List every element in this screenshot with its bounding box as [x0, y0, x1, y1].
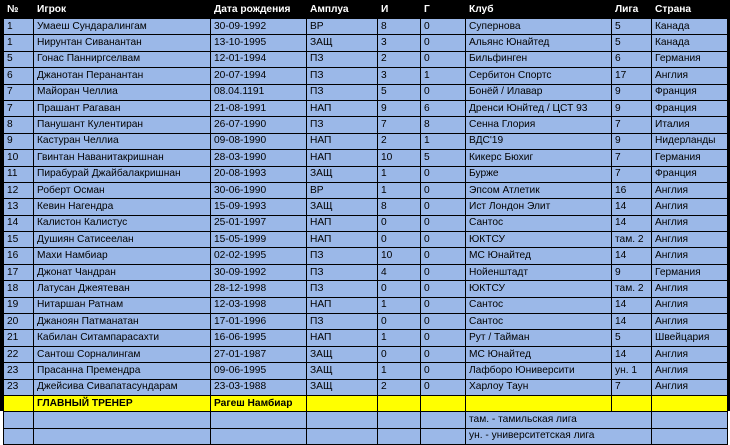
cell-club[interactable]: Супернова — [466, 19, 612, 35]
table-row[interactable] — [4, 19, 728, 35]
cell-number[interactable]: 10 — [4, 150, 34, 166]
coach-name[interactable]: Рагеш Намбиар — [211, 395, 307, 411]
table-row[interactable] — [4, 84, 728, 100]
legend-note: там. - тамильская лига — [466, 412, 652, 428]
cell-number[interactable]: 8 — [4, 117, 34, 133]
cell-league[interactable]: 9 — [612, 84, 652, 100]
cell-birthdate[interactable]: 23-03-1988 — [211, 379, 307, 395]
cell-club[interactable]: Бурже — [466, 166, 612, 182]
table-row[interactable] — [4, 314, 728, 330]
cell-player-name[interactable]: Гонас Панниргселвам — [34, 51, 211, 67]
cell-birthdate[interactable]: 13-10-1995 — [211, 35, 307, 51]
cell-number[interactable]: 6 — [4, 68, 34, 84]
cell-empty[interactable] — [652, 428, 728, 444]
cell-position[interactable]: НАП — [307, 150, 378, 166]
cell-league[interactable]: 14 — [612, 199, 652, 215]
cell-league[interactable]: 7 — [612, 117, 652, 133]
cell-country[interactable]: Франция — [652, 100, 728, 116]
cell-empty[interactable] — [652, 412, 728, 428]
cell-apps[interactable]: 9 — [378, 100, 421, 116]
cell-country[interactable]: Англия — [652, 281, 728, 297]
cell-league[interactable]: 14 — [612, 297, 652, 313]
cell-club[interactable]: Харлоу Таун — [466, 379, 612, 395]
cell-birthdate[interactable]: 30-06-1990 — [211, 182, 307, 198]
cell-player-name[interactable]: Кевин Нагендра — [34, 199, 211, 215]
cell-goals[interactable]: 0 — [421, 19, 466, 35]
header-birthdate[interactable]: Дата рождения — [211, 1, 307, 19]
cell-club[interactable]: Сантос — [466, 314, 612, 330]
cell-apps[interactable]: 2 — [378, 51, 421, 67]
cell-league[interactable]: 9 — [612, 100, 652, 116]
cell-goals[interactable]: 0 — [421, 346, 466, 362]
cell-league[interactable]: 6 — [612, 51, 652, 67]
cell-apps[interactable]: 1 — [378, 363, 421, 379]
cell-country[interactable]: Германия — [652, 51, 728, 67]
cell-country[interactable]: Англия — [652, 314, 728, 330]
cell-league[interactable]: 5 — [612, 19, 652, 35]
cell-player-name[interactable]: Джонат Чандран — [34, 264, 211, 280]
cell-birthdate[interactable]: 02-02-1995 — [211, 248, 307, 264]
cell-birthdate[interactable]: 17-01-1996 — [211, 314, 307, 330]
cell-number[interactable]: 16 — [4, 248, 34, 264]
table-row[interactable] — [4, 379, 728, 395]
cell-league[interactable]: 9 — [612, 133, 652, 149]
table-row[interactable] — [4, 363, 728, 379]
cell-goals[interactable]: 0 — [421, 166, 466, 182]
cell-player-name[interactable]: Умаеш Сундаралингам — [34, 19, 211, 35]
cell-position[interactable]: НАП — [307, 100, 378, 116]
cell-goals[interactable]: 6 — [421, 100, 466, 116]
cell-league[interactable]: 14 — [612, 248, 652, 264]
cell-position[interactable]: ПЗ — [307, 117, 378, 133]
cell-country[interactable]: Германия — [652, 264, 728, 280]
cell-country[interactable]: Англия — [652, 199, 728, 215]
cell-birthdate[interactable]: 27-01-1987 — [211, 346, 307, 362]
cell-club[interactable]: Альянс Юнайтед — [466, 35, 612, 51]
cell-league[interactable]: 5 — [612, 330, 652, 346]
cell-number[interactable]: 18 — [4, 281, 34, 297]
cell-position[interactable]: ЗАЩ — [307, 166, 378, 182]
cell-empty[interactable] — [378, 428, 421, 444]
cell-player-name[interactable]: Нирунтан Сиванантан — [34, 35, 211, 51]
cell-birthdate[interactable]: 09-06-1995 — [211, 363, 307, 379]
cell-club[interactable]: МС Юнайтед — [466, 346, 612, 362]
cell-empty[interactable] — [466, 395, 612, 411]
cell-goals[interactable]: 5 — [421, 150, 466, 166]
legend-row[interactable] — [4, 412, 728, 428]
cell-apps[interactable]: 0 — [378, 346, 421, 362]
cell-position[interactable]: НАП — [307, 297, 378, 313]
table-row[interactable] — [4, 281, 728, 297]
table-row[interactable] — [4, 68, 728, 84]
cell-goals[interactable]: 0 — [421, 248, 466, 264]
cell-country[interactable]: Англия — [652, 215, 728, 231]
cell-position[interactable]: ЗАЩ — [307, 379, 378, 395]
coach-row[interactable] — [4, 395, 728, 411]
cell-empty[interactable] — [211, 428, 307, 444]
cell-number[interactable]: 23 — [4, 363, 34, 379]
cell-league[interactable]: 7 — [612, 379, 652, 395]
cell-apps[interactable]: 10 — [378, 248, 421, 264]
cell-birthdate[interactable]: 30-09-1992 — [211, 19, 307, 35]
table-header-row — [4, 1, 728, 19]
cell-position[interactable]: ПЗ — [307, 248, 378, 264]
cell-number[interactable]: 22 — [4, 346, 34, 362]
cell-league[interactable]: 5 — [612, 35, 652, 51]
cell-league[interactable]: 17 — [612, 68, 652, 84]
cell-club[interactable]: Эпсом Атлетик — [466, 182, 612, 198]
roster-table — [3, 0, 728, 445]
table-row[interactable] — [4, 133, 728, 149]
legend-row[interactable] — [4, 428, 728, 444]
cell-league[interactable]: ун. 1 — [612, 363, 652, 379]
cell-club[interactable]: Рут / Тайман — [466, 330, 612, 346]
cell-number[interactable]: 14 — [4, 215, 34, 231]
cell-birthdate[interactable]: 08.04.1191 — [211, 84, 307, 100]
cell-goals[interactable]: 0 — [421, 35, 466, 51]
cell-apps[interactable]: 1 — [378, 297, 421, 313]
table-row[interactable] — [4, 51, 728, 67]
cell-country[interactable]: Англия — [652, 363, 728, 379]
cell-empty[interactable] — [307, 412, 378, 428]
cell-country[interactable]: Германия — [652, 150, 728, 166]
table-row[interactable] — [4, 215, 728, 231]
cell-player-name[interactable]: Прашант Рагаван — [34, 100, 211, 116]
cell-apps[interactable]: 8 — [378, 19, 421, 35]
cell-birthdate[interactable]: 25-01-1997 — [211, 215, 307, 231]
table-row[interactable] — [4, 248, 728, 264]
cell-country[interactable]: Англия — [652, 182, 728, 198]
cell-apps[interactable]: 4 — [378, 264, 421, 280]
cell-empty[interactable] — [421, 412, 466, 428]
cell-apps[interactable]: 10 — [378, 150, 421, 166]
cell-number[interactable]: 1 — [4, 35, 34, 51]
cell-club[interactable]: ЮКТСУ — [466, 281, 612, 297]
cell-empty[interactable] — [612, 395, 652, 411]
cell-apps[interactable]: 0 — [378, 314, 421, 330]
cell-league[interactable]: там. 2 — [612, 281, 652, 297]
coach-label[interactable]: ГЛАВНЫЙ ТРЕНЕР — [34, 395, 211, 411]
cell-empty[interactable] — [4, 395, 34, 411]
cell-apps[interactable]: 1 — [378, 166, 421, 182]
table-row[interactable] — [4, 199, 728, 215]
cell-goals[interactable]: 0 — [421, 199, 466, 215]
cell-country[interactable]: Италия — [652, 117, 728, 133]
header-club[interactable]: Клуб — [466, 1, 612, 19]
cell-position[interactable]: ПЗ — [307, 314, 378, 330]
cell-goals[interactable]: 1 — [421, 133, 466, 149]
cell-goals[interactable]: 0 — [421, 363, 466, 379]
cell-goals[interactable]: 8 — [421, 117, 466, 133]
cell-league[interactable]: 9 — [612, 264, 652, 280]
cell-empty[interactable] — [34, 428, 211, 444]
cell-position[interactable]: ЗАЩ — [307, 363, 378, 379]
cell-position[interactable]: ПЗ — [307, 84, 378, 100]
cell-goals[interactable]: 0 — [421, 297, 466, 313]
header-position[interactable]: Амплуа — [307, 1, 378, 19]
cell-player-name[interactable]: Панушант Кулентиран — [34, 117, 211, 133]
cell-apps[interactable]: 7 — [378, 117, 421, 133]
cell-goals[interactable]: 0 — [421, 330, 466, 346]
cell-birthdate[interactable]: 30-09-1992 — [211, 264, 307, 280]
header-number[interactable]: № — [4, 1, 34, 19]
cell-country[interactable]: Франция — [652, 166, 728, 182]
cell-goals[interactable]: 0 — [421, 314, 466, 330]
cell-apps[interactable]: 0 — [378, 281, 421, 297]
cell-club[interactable]: Сербитон Спортс — [466, 68, 612, 84]
table-row[interactable] — [4, 182, 728, 198]
cell-goals[interactable]: 0 — [421, 84, 466, 100]
cell-apps[interactable]: 3 — [378, 35, 421, 51]
cell-league[interactable]: 7 — [612, 150, 652, 166]
cell-apps[interactable]: 1 — [378, 182, 421, 198]
cell-empty[interactable] — [378, 412, 421, 428]
cell-player-name[interactable]: Махи Намбиар — [34, 248, 211, 264]
cell-number[interactable]: 13 — [4, 199, 34, 215]
cell-position[interactable]: НАП — [307, 215, 378, 231]
table-row[interactable] — [4, 232, 728, 248]
cell-goals[interactable]: 0 — [421, 182, 466, 198]
cell-player-name[interactable]: Джаноян Патманатан — [34, 314, 211, 330]
cell-birthdate[interactable]: 15-09-1993 — [211, 199, 307, 215]
cell-league[interactable]: 16 — [612, 182, 652, 198]
cell-player-name[interactable]: Латусан Джеятеван — [34, 281, 211, 297]
cell-club[interactable]: ЮКТСУ — [466, 232, 612, 248]
cell-position[interactable]: ЗАЩ — [307, 346, 378, 362]
cell-number[interactable]: 23 — [4, 379, 34, 395]
cell-empty[interactable] — [211, 412, 307, 428]
cell-number[interactable]: 12 — [4, 182, 34, 198]
table-row[interactable] — [4, 346, 728, 362]
cell-player-name[interactable]: Гвинтан Наванитакришнан — [34, 150, 211, 166]
cell-player-name[interactable]: Роберт Осман — [34, 182, 211, 198]
table-row[interactable] — [4, 100, 728, 116]
cell-number[interactable]: 21 — [4, 330, 34, 346]
header-apps[interactable]: И — [378, 1, 421, 19]
cell-country[interactable]: Англия — [652, 297, 728, 313]
cell-player-name[interactable]: Джейсива Сивапатасундарам — [34, 379, 211, 395]
cell-goals[interactable]: 0 — [421, 215, 466, 231]
cell-player-name[interactable]: Пирабурай Джайбалакришнан — [34, 166, 211, 182]
cell-player-name[interactable]: Кабилан Ситампарасахти — [34, 330, 211, 346]
cell-empty[interactable] — [378, 395, 421, 411]
header-player[interactable]: Игрок — [34, 1, 211, 19]
cell-goals[interactable]: 0 — [421, 232, 466, 248]
table-row[interactable] — [4, 166, 728, 182]
cell-club[interactable]: Сантос — [466, 297, 612, 313]
cell-empty[interactable] — [421, 428, 466, 444]
cell-empty[interactable] — [307, 395, 378, 411]
cell-empty[interactable] — [34, 412, 211, 428]
cell-league[interactable]: там. 2 — [612, 232, 652, 248]
cell-apps[interactable]: 5 — [378, 84, 421, 100]
cell-club[interactable]: Ист Лондон Элит — [466, 199, 612, 215]
cell-position[interactable]: НАП — [307, 133, 378, 149]
cell-goals[interactable]: 0 — [421, 264, 466, 280]
cell-player-name[interactable]: Кастуран Челлиа — [34, 133, 211, 149]
cell-position[interactable]: ПЗ — [307, 68, 378, 84]
header-league[interactable]: Лига — [612, 1, 652, 19]
cell-club[interactable]: Сенна Глория — [466, 117, 612, 133]
cell-empty[interactable] — [307, 428, 378, 444]
cell-league[interactable]: 14 — [612, 314, 652, 330]
cell-position[interactable]: ПЗ — [307, 281, 378, 297]
cell-club[interactable]: Сантос — [466, 215, 612, 231]
cell-apps[interactable]: 1 — [378, 330, 421, 346]
cell-apps[interactable]: 0 — [378, 232, 421, 248]
cell-empty[interactable] — [4, 412, 34, 428]
cell-number[interactable]: 1 — [4, 19, 34, 35]
cell-number[interactable]: 17 — [4, 264, 34, 280]
cell-apps[interactable]: 2 — [378, 133, 421, 149]
cell-player-name[interactable]: Нитаршан Ратнам — [34, 297, 211, 313]
cell-club[interactable]: МС Юнайтед — [466, 248, 612, 264]
cell-country[interactable]: Швейцария — [652, 330, 728, 346]
cell-country[interactable]: Англия — [652, 248, 728, 264]
cell-club[interactable]: Бильфинген — [466, 51, 612, 67]
cell-league[interactable]: 14 — [612, 346, 652, 362]
cell-player-name[interactable]: Душиян Сатисеелан — [34, 232, 211, 248]
cell-empty[interactable] — [4, 428, 34, 444]
cell-birthdate[interactable]: 15-05-1999 — [211, 232, 307, 248]
cell-apps[interactable]: 2 — [378, 379, 421, 395]
cell-player-name[interactable]: Прасанна Премендра — [34, 363, 211, 379]
cell-position[interactable]: ЗАЩ — [307, 35, 378, 51]
cell-position[interactable]: НАП — [307, 232, 378, 248]
cell-country[interactable]: Нидерланды — [652, 133, 728, 149]
cell-birthdate[interactable]: 21-08-1991 — [211, 100, 307, 116]
cell-position[interactable]: НАП — [307, 330, 378, 346]
cell-club[interactable]: Кикерс Бюхиг — [466, 150, 612, 166]
cell-club[interactable]: ВДС'19 — [466, 133, 612, 149]
cell-club[interactable]: Нойенштадт — [466, 264, 612, 280]
table-row[interactable] — [4, 264, 728, 280]
cell-birthdate[interactable]: 28-03-1990 — [211, 150, 307, 166]
cell-birthdate[interactable]: 26-07-1990 — [211, 117, 307, 133]
cell-position[interactable]: ПЗ — [307, 51, 378, 67]
cell-goals[interactable]: 0 — [421, 51, 466, 67]
cell-empty[interactable] — [652, 395, 728, 411]
cell-player-name[interactable]: Сантош Сорналингам — [34, 346, 211, 362]
cell-position[interactable]: ЗАЩ — [307, 199, 378, 215]
cell-goals[interactable]: 1 — [421, 68, 466, 84]
cell-number[interactable]: 20 — [4, 314, 34, 330]
cell-player-name[interactable]: Джанотан Перанантан — [34, 68, 211, 84]
cell-goals[interactable]: 0 — [421, 379, 466, 395]
cell-birthdate[interactable]: 09-08-1990 — [211, 133, 307, 149]
cell-country[interactable]: Англия — [652, 232, 728, 248]
cell-birthdate[interactable]: 12-03-1998 — [211, 297, 307, 313]
cell-birthdate[interactable]: 20-08-1993 — [211, 166, 307, 182]
cell-number[interactable]: 7 — [4, 84, 34, 100]
cell-country[interactable]: Англия — [652, 346, 728, 362]
legend-note: ун. - университетская лига — [466, 428, 652, 444]
cell-club[interactable]: Дренси Юнйтед / ЦСТ 93 — [466, 100, 612, 116]
cell-player-name[interactable]: Калистон Калистус — [34, 215, 211, 231]
cell-apps[interactable]: 8 — [378, 199, 421, 215]
table-row[interactable] — [4, 35, 728, 51]
cell-position[interactable]: ВР — [307, 182, 378, 198]
cell-player-name[interactable]: Майоран Челлиа — [34, 84, 211, 100]
cell-apps[interactable]: 0 — [378, 215, 421, 231]
header-goals[interactable]: Г — [421, 1, 466, 19]
cell-country[interactable]: Англия — [652, 68, 728, 84]
cell-number[interactable]: 9 — [4, 133, 34, 149]
cell-club[interactable]: Бонёй / Илавар — [466, 84, 612, 100]
cell-position[interactable]: ПЗ — [307, 264, 378, 280]
table-row[interactable] — [4, 150, 728, 166]
cell-birthdate[interactable]: 20-07-1994 — [211, 68, 307, 84]
cell-number[interactable]: 11 — [4, 166, 34, 182]
cell-birthdate[interactable]: 28-12-1998 — [211, 281, 307, 297]
cell-empty[interactable] — [421, 395, 466, 411]
header-country[interactable]: Страна — [652, 1, 728, 19]
table-row[interactable] — [4, 330, 728, 346]
cell-country[interactable]: Канада — [652, 19, 728, 35]
cell-number[interactable]: 7 — [4, 100, 34, 116]
table-row[interactable] — [4, 117, 728, 133]
cell-goals[interactable]: 0 — [421, 281, 466, 297]
cell-country[interactable]: Канада — [652, 35, 728, 51]
cell-birthdate[interactable]: 12-01-1994 — [211, 51, 307, 67]
cell-birthdate[interactable]: 16-06-1995 — [211, 330, 307, 346]
table-row[interactable] — [4, 297, 728, 313]
cell-league[interactable]: 14 — [612, 215, 652, 231]
cell-number[interactable]: 5 — [4, 51, 34, 67]
cell-club[interactable]: Лафборо Юниверсити — [466, 363, 612, 379]
cell-country[interactable]: Франция — [652, 84, 728, 100]
cell-number[interactable]: 15 — [4, 232, 34, 248]
cell-position[interactable]: ВР — [307, 19, 378, 35]
cell-apps[interactable]: 3 — [378, 68, 421, 84]
cell-number[interactable]: 19 — [4, 297, 34, 313]
cell-league[interactable]: 7 — [612, 166, 652, 182]
cell-country[interactable]: Англия — [652, 379, 728, 395]
